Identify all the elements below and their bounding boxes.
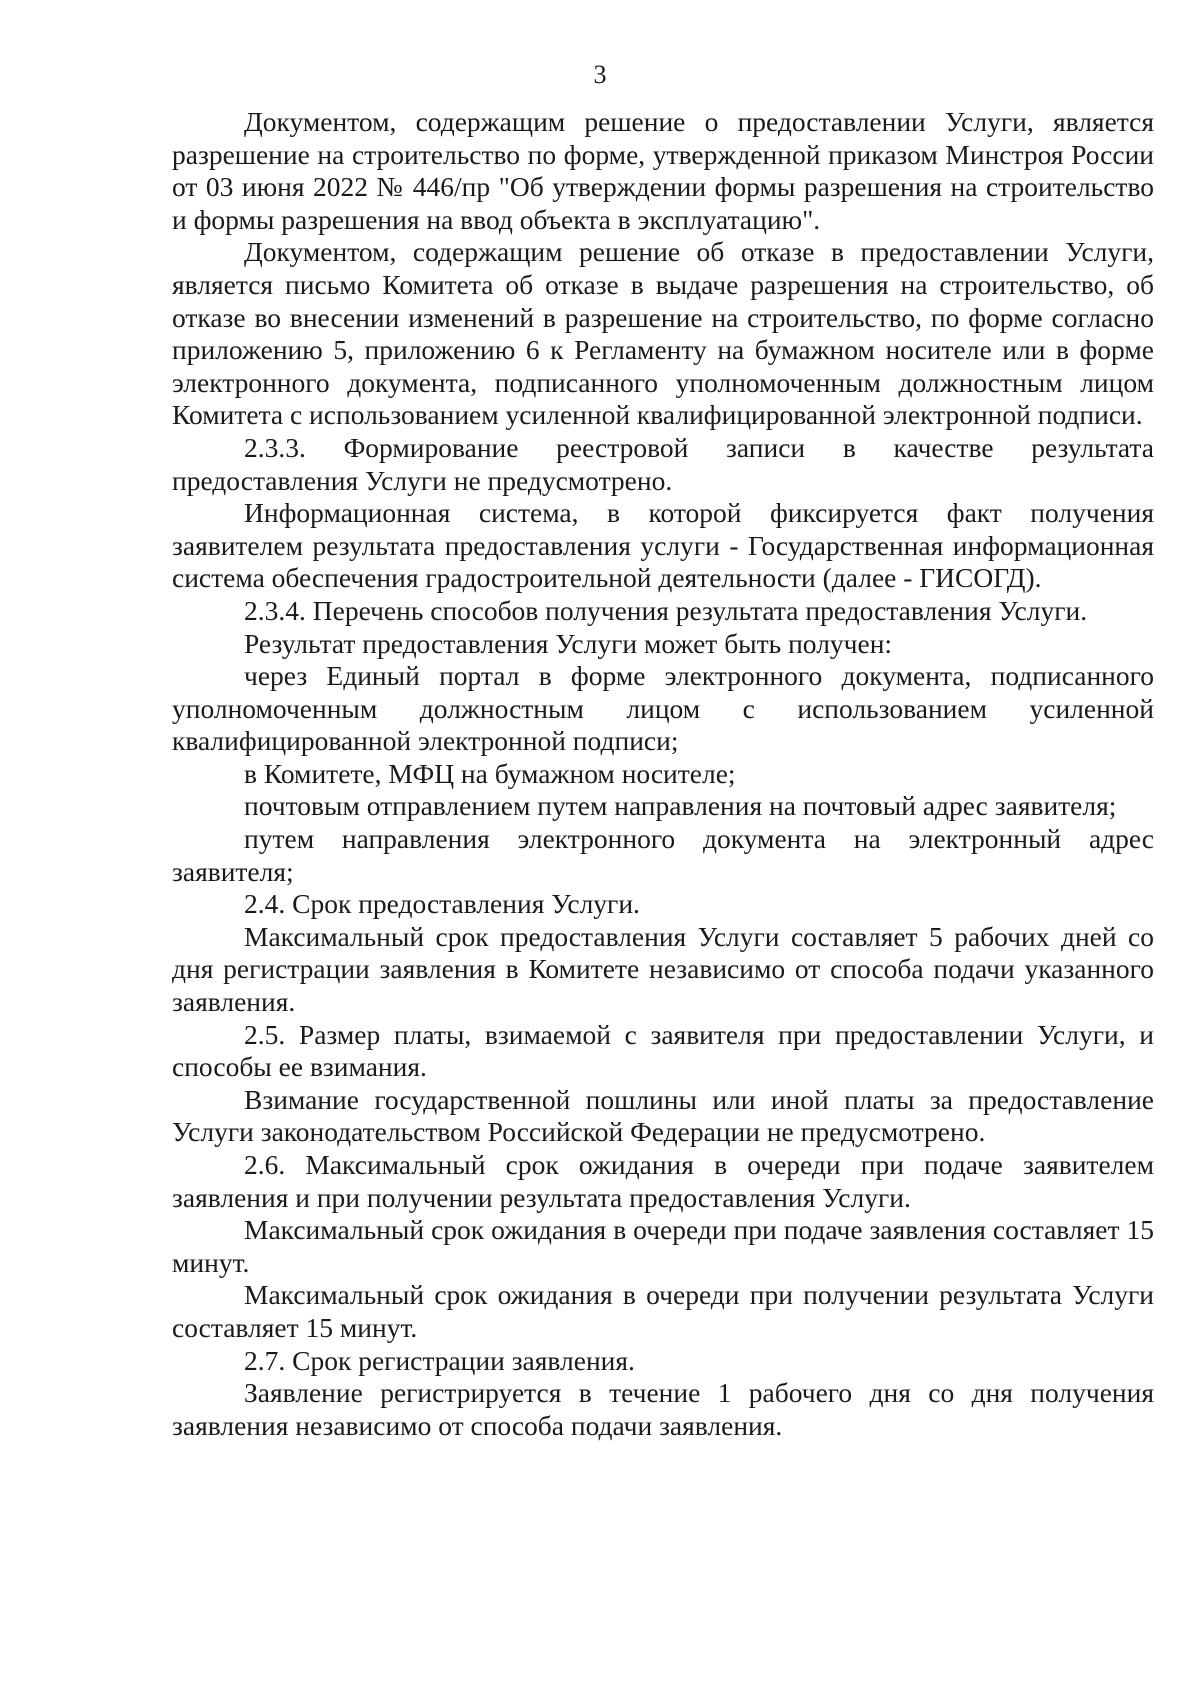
document-body [172, 106, 1154, 1442]
paragraph-queue-submission: Максимальный срок ожидания в очереди при подаче заявления составляет 15 минут. [172, 1214, 1154, 1278]
paragraph-2-3-4: 2.3.4. Перечень способов получения результата предоставления Услуги. [244, 594, 1088, 626]
paragraph-permit-document: Документом, содержащим решение о предоставлении Услуги, является разрешение на строительство по форме, утвержденной приказом Минстроя России от 03 июня 2022 № 446/пр "Об утверждении формы разрешения на строительство и формы разрешения на ввод объекта в эксплуатацию". [172, 106, 1154, 235]
list-item-committee-mfc: в Комитете, МФЦ на бумажном носителе; [244, 757, 736, 789]
paragraph-refusal-document: Документом, содержащим решение об отказе в предоставлении Услуги, является письмо Комитета об отказе в выдаче разрешения на строительство, об отказе во внесении изменений в разрешение на строительство, по форме согласно приложению 5, приложению 6 к Регламенту на бумажном носителе или в форме электронного документа, подписанного уполномоченным должностным лицом Комитета с использованием усиленной квалифицированной электронной подписи. [172, 236, 1154, 431]
paragraph-max-term: Максимальный срок предоставления Услуги составляет 5 рабочих дней со дня регистрации заявления в Комитете независимо от способа подачи указанного заявления. [172, 920, 1154, 1018]
list-item-unified-portal: через Единый портал в форме электронного документа, подписанного уполномоченным должностным лицом с использованием усиленной квалифицированной электронной подписи; [172, 660, 1154, 757]
paragraph-2-3-3: 2.3.3. Формирование реестровой записи в качестве результата предоставления Услуги не предусмотрено. [172, 431, 1154, 496]
paragraph-2-5: 2.5. Размер платы, взимаемой с заявителя при предоставлении Услуги, и способы ее взимания. [172, 1018, 1154, 1083]
paragraph-result-obtained: Результат предоставления Услуги может быть получен: [244, 627, 893, 659]
paragraph-registration: Заявление регистрируется в течение 1 рабочего дня со дня получения заявления независимо от способа подачи заявления. [172, 1377, 1154, 1441]
list-item-electronic-address: путем направления электронного документа на электронный адрес заявителя; [172, 823, 1154, 887]
paragraph-2-7: 2.7. Срок регистрации заявления. [244, 1344, 635, 1376]
paragraph-information-system: Информационная система, в которой фиксируется факт получения заявителем результата предоставления услуги - Государственная информационная система обеспечения градостроительной деятельности (далее - ГИСОГД). [172, 497, 1154, 594]
paragraph-fee: Взимание государственной пошлины или иной платы за предоставление Услуги законодательством Российской Федерации не предусмотрено. [172, 1083, 1154, 1148]
page-number: 3 [593, 60, 607, 89]
paragraph-2-4: 2.4. Срок предоставления Услуги. [244, 888, 640, 920]
paragraph-queue-result: Максимальный срок ожидания в очереди при получении результата Услуги составляет 15 минут. [172, 1279, 1154, 1343]
paragraph-2-6: 2.6. Максимальный срок ожидания в очереди при подаче заявителем заявления и при получении результата предоставления Услуги. [172, 1149, 1154, 1213]
list-item-postal: почтовым отправлением путем направления на почтовый адрес заявителя; [244, 790, 1117, 822]
